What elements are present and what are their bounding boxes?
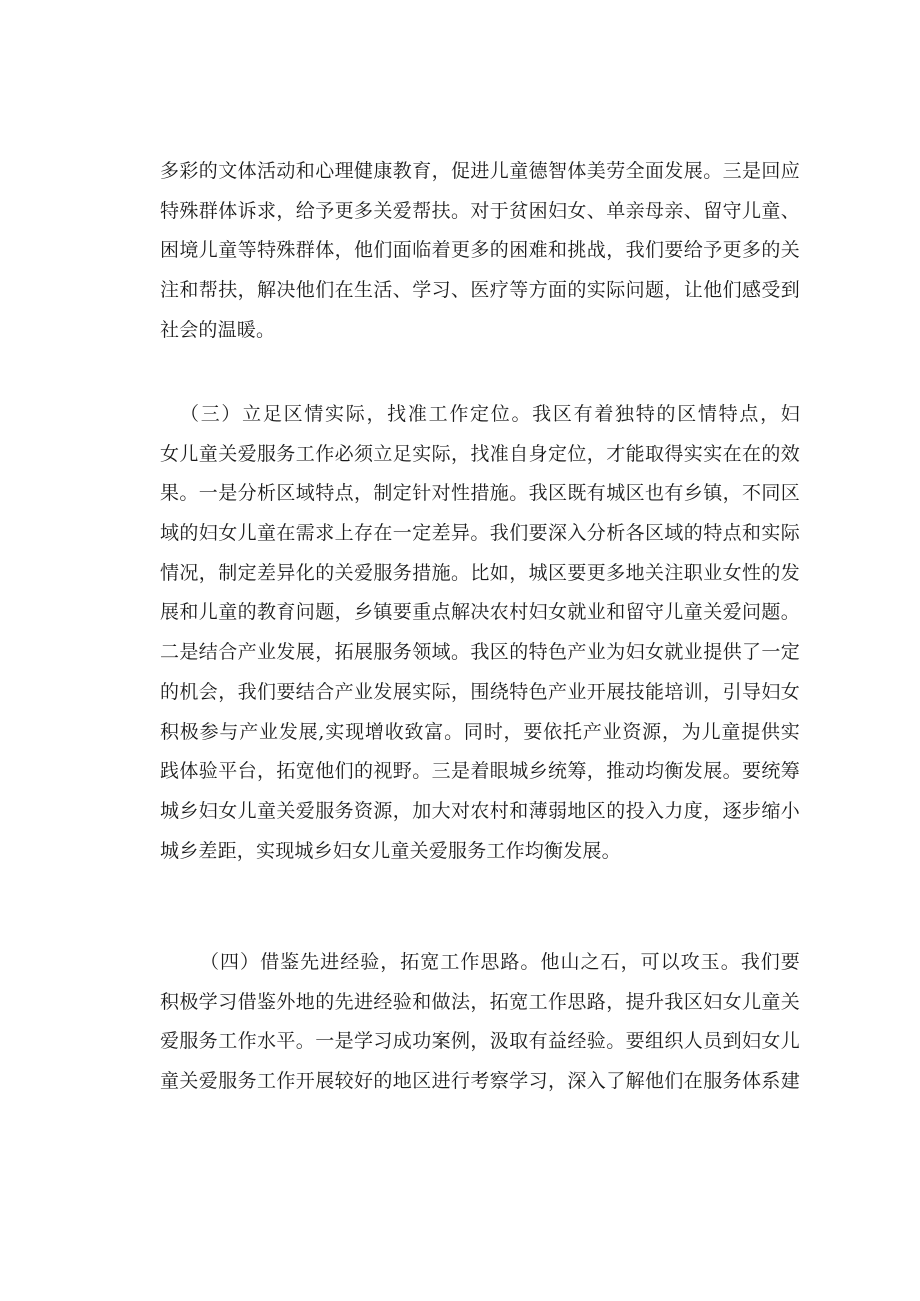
paragraph-line: 积极学习借鉴外地的先进经验和做法，拓宽工作思路，提升我区妇女儿童关 bbox=[160, 990, 800, 1013]
paragraph-line: 社会的温暖。 bbox=[160, 318, 276, 341]
paragraph-line: 童关爱服务工作开展较好的地区进行考察学习，深入了解他们在服务体系建 bbox=[160, 1070, 800, 1093]
paragraph-line: 域的妇女儿童在需求上存在一定差异。我们要深入分析各区域的特点和实际 bbox=[160, 522, 800, 545]
paragraph-line: 展和儿童的教育问题，乡镇要重点解决农村妇女就业和留守儿童关爱问题。 bbox=[160, 601, 800, 624]
paragraph-3 bbox=[160, 943, 800, 1102]
paragraph-line: 果。一是分析区域特点，制定针对性措施。我区既有城区也有乡镇，不同区 bbox=[160, 482, 800, 505]
paragraph-line: 情况，制定差异化的关爱服务措施。比如，城区要更多地关注职业女性的发 bbox=[160, 561, 800, 584]
paragraph-line: （三）立足区情实际，找准工作定位。我区有着独特的区情特点，妇 bbox=[180, 403, 800, 425]
paragraph-line: 城乡妇女儿童关爱服务资源，加大对农村和薄弱地区的投入力度，逐步缩小 bbox=[160, 799, 800, 822]
paragraph-line: （四）借鉴先进经验，拓宽工作思路。他山之石，可以攻玉。我们要 bbox=[200, 951, 800, 973]
paragraph-line: 爱服务工作水平。一是学习成功案例，汲取有益经验。要组织人员到妇女儿 bbox=[160, 1030, 800, 1053]
paragraph-line: 困境儿童等特殊群体，他们面临着更多的困难和挑战，我们要给予更多的关 bbox=[160, 239, 800, 262]
paragraph-2 bbox=[160, 395, 800, 871]
paragraph-line: 的机会，我们要结合产业发展实际，围绕特色产业开展技能培训，引导妇女 bbox=[160, 680, 800, 703]
paragraph-line: 城乡差距，实现城乡妇女儿童关爱服务工作均衡发展。 bbox=[160, 839, 621, 862]
paragraph-1 bbox=[160, 152, 800, 350]
paragraph-line: 践体验平台，拓宽他们的视野。三是着眼城乡统筹，推动均衡发展。要统筹 bbox=[160, 760, 800, 783]
paragraph-line: 女儿童关爱服务工作必须立足实际，找准自身定位，才能取得实实在在的效 bbox=[160, 442, 800, 465]
paragraph-line: 注和帮扶，解决他们在生活、学习、医疗等方面的实际问题，让他们感受到 bbox=[160, 279, 800, 302]
paragraph-line: 多彩的文体活动和心理健康教育，促进儿童德智体美劳全面发展。三是回应 bbox=[160, 160, 800, 182]
paragraph-line: 二是结合产业发展，拓展服务领域。我区的特色产业为妇女就业提供了一定 bbox=[160, 641, 800, 664]
paragraph-line: 特殊群体诉求，给予更多关爱帮扶。对于贫困妇女、单亲母亲、留守儿童、 bbox=[160, 199, 800, 222]
paragraph-line: 积极参与产业发展,实现增收致富。同时，要依托产业资源，为儿童提供实 bbox=[160, 720, 800, 743]
